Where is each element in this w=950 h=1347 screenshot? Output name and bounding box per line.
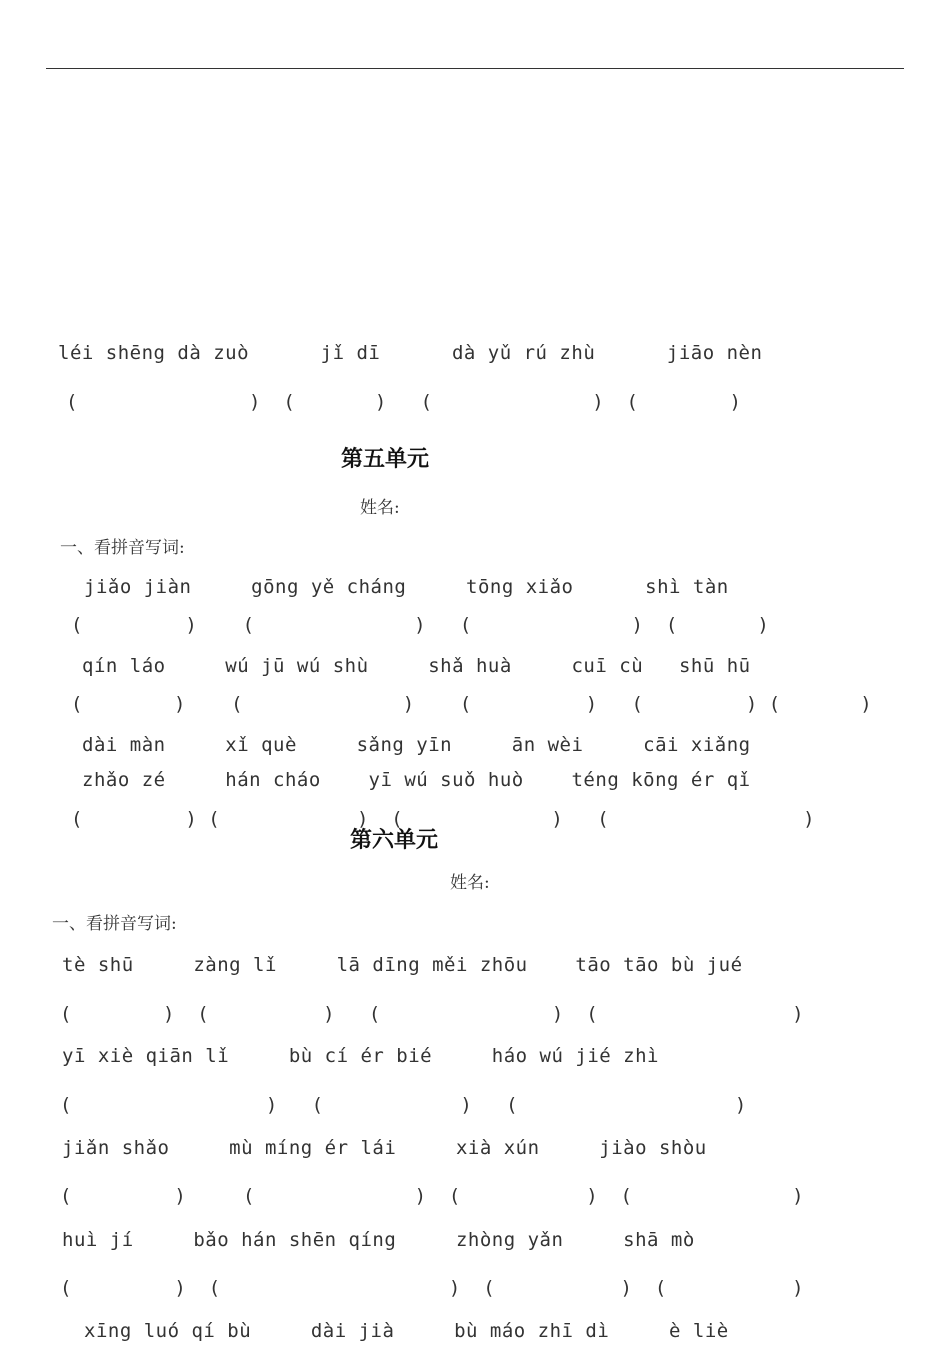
unit6-pinyin-row-4: huì jí bǎo hán shēn qíng zhòng yǎn shā mò <box>62 1229 695 1251</box>
unit5-section-heading: 一、看拼音写词: <box>60 538 185 558</box>
answer-blanks-row: ( ) ( ) ( ) ( ) <box>66 391 741 413</box>
unit6-pinyin-row-5: xīng luó qí bù dài jià bù máo zhī dì è liè <box>84 1320 729 1342</box>
unit6-pinyin-row-3: jiǎn shǎo mù míng ér lái xià xún jiào shòu <box>62 1137 707 1159</box>
unit6-title: 第六单元 <box>350 828 439 853</box>
unit5-pinyin-row-4: zhǎo zé hán cháo yī wú suǒ huò téng kōng ér qǐ <box>82 769 751 791</box>
unit6-blanks-row-4: ( ) ( ) ( ) ( ) <box>60 1277 804 1299</box>
unit6-blanks-row-1: ( ) ( ) ( ) ( ) <box>60 1003 804 1025</box>
unit6-pinyin-row-1: tè shū zàng lǐ lā dīng měi zhōu tāo tāo bù jué <box>62 954 743 976</box>
unit5-pinyin-row-3: dài màn xǐ què sǎng yīn ān wèi cāi xiǎng <box>82 734 751 756</box>
unit6-section-heading: 一、看拼音写词: <box>52 914 177 934</box>
unit5-blanks-row-2: ( ) ( ) ( ) ( ) ( ) <box>71 693 872 715</box>
unit6-blanks-row-2: ( ) ( ) ( ) <box>60 1094 747 1116</box>
header-rule <box>46 68 904 69</box>
unit5-blanks-row-4: ( ) ( ) ( ) ( ) <box>71 808 815 830</box>
unit5-pinyin-row-1: jiǎo jiàn gōng yě cháng tōng xiǎo shì tàn <box>84 576 729 598</box>
unit6-name-label: 姓名: <box>450 873 490 893</box>
unit5-name-label: 姓名: <box>360 498 400 518</box>
unit6-pinyin-row-2: yī xiè qiān lǐ bù cí ér bié háo wú jié zhì <box>62 1045 659 1067</box>
unit5-pinyin-row-2: qín láo wú jū wú shù shǎ huà cuī cù shū hū <box>82 655 751 677</box>
unit6-blanks-row-3: ( ) ( ) ( ) ( ) <box>60 1185 804 1207</box>
pinyin-row: léi shēng dà zuò jǐ dī dà yǔ rú zhù jiāo nèn <box>58 342 763 364</box>
unit5-title: 第五单元 <box>341 447 430 472</box>
unit5-blanks-row-1: ( ) ( ) ( ) ( ) <box>71 614 769 636</box>
